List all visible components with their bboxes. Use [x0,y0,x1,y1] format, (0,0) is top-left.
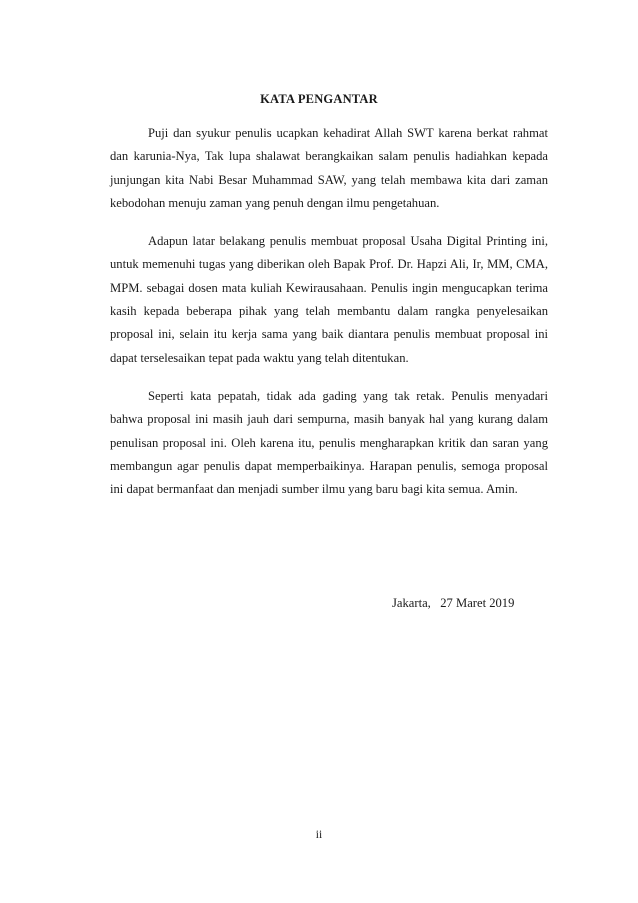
place-date: Jakarta, 27 Maret 2019 [392,596,515,610]
body-text [110,122,548,516]
page-number: ii [315,829,323,841]
paragraph-opening: Puji dan syukur penulis ucapkan kehadirat Allah SWT karena berkat rahmat dan karunia-Nya, Tak lupa shalawat berangkaikan salam penulis hadiahkan kepada junjungan kita Nabi Besar Muhammad SAW, yang telah membawa kita dari zaman kebodohan menuju zaman yang penuh dengan ilmu pengetahuan. [110,126,548,210]
page-title: KATA PENGANTAR [260,92,378,106]
paragraph-background: Adapun latar belakang penulis membuat proposal Usaha Digital Printing ini, untuk memenuhi tugas yang diberikan oleh Bapak Prof. Dr. Hapzi Ali, Ir, MM, CMA, MPM. sebagai dosen mata kuliah Kewirausahaan. Penulis ingin mengucapkan terima kasih kepada beberapa pihak yang telah membantu dalam rangka penyelesaikan proposal ini, selain itu kerja sama yang baik diantara penulis membuat proposal ini dapat terselesaikan tepat pada waktu yang telah ditentukan. [110,234,548,365]
paragraph-closing: Seperti kata pepatah, tidak ada gading yang tak retak. Penulis menyadari bahwa proposal ini masih jauh dari sempurna, masih banyak hal yang kurang dalam penulisan proposal ini. Oleh karena itu, penulis mengharapkan kritik dan saran yang membangun agar penulis dapat memperbaikinya. Harapan penulis, semoga proposal ini dapat bermanfaat dan menjadi sumber ilmu yang baru bagi kita semua. Amin. [110,388,548,497]
